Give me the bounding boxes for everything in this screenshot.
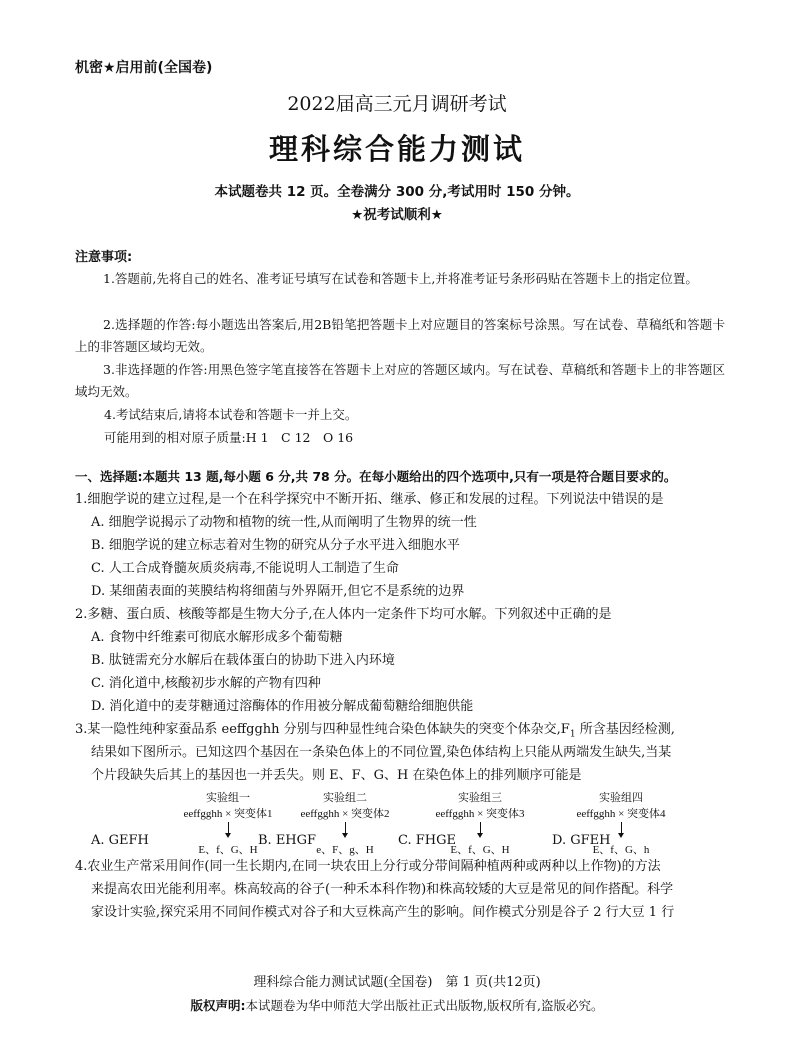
group-name: 实验组四	[599, 792, 643, 804]
q2-option-c: C. 消化道中,核酸初步水解的产物有四种	[91, 676, 321, 691]
page-footer: 理科综合能力测试试题(全国卷) 第 1 页(共12页)	[253, 975, 541, 990]
q2-option-d: D. 消化道中的麦芽糖通过溶酶体的作用被分解成葡萄糖给细胞供能	[91, 699, 474, 714]
q1-option-d: D. 某细菌表面的荚膜结构将细菌与外界隔开,但它不是系统的边界	[91, 584, 465, 599]
group-cross: eeffgghh × 突变体4	[576, 808, 666, 820]
q4-line-1: 4.农业生产常采用间作(同一生长期内,在同一块农田上分行或分带间隔种植两种或两种以上作物)的方法	[75, 859, 661, 874]
q1-option-b: B. 细胞学说的建立标志着对生物的研究从分子水平进入细胞水平	[91, 538, 460, 553]
notice-item-1: 1.答题前,先将自己的姓名、准考证号填写在试卷和答题卡上,并将准考证号条形码贴在答题卡上的指定位置。	[103, 271, 698, 286]
good-luck-line: ★祝考试顺利★	[351, 207, 443, 223]
notice-heading: 注意事项:	[75, 250, 133, 265]
section-heading: 一、选择题:本题共 13 题,每小题 6 分,共 78 分。在每小题给出的四个选项中,只有一项是符合题目要求的。	[75, 469, 677, 484]
q3-option-a: A. GEFH	[91, 833, 149, 848]
q3-option-b: B. EHGF	[258, 833, 317, 848]
page-title: 理科综合能力测试	[268, 132, 525, 166]
group-name: 实验组三	[458, 792, 502, 804]
q3-stem-line-3: 个片段缺失后其上的基因也一并丢失。则 E、F、G、H 在染色体上的排列顺序可能是	[91, 768, 582, 783]
notice-item-3: 3.非选择题的作答:用黑色签字笔直接答在答题卡上对应的答题区域内。写在试卷、草稿纸和答题卡上的非答题区域均无效。	[75, 362, 725, 399]
down-arrow-icon	[228, 822, 229, 836]
group-cross: eeffgghh × 突变体3	[435, 808, 525, 820]
exam-subtitle: 2022届高三元月调研考试	[287, 93, 507, 115]
notice-item-4: 4.考试结束后,请将本试卷和答题卡一并上交。	[104, 407, 358, 422]
group-name: 实验组二	[323, 792, 367, 804]
group-cross: eeffgghh × 突变体1	[183, 808, 273, 820]
group-result: E、f、G、h	[592, 844, 650, 856]
group-name: 实验组一	[206, 792, 250, 804]
q1-option-a: A. 细胞学说揭示了动物和植物的统一性,从而阐明了生物界的统一性	[91, 515, 477, 530]
group-result: E、f、G、H	[198, 844, 258, 856]
q2-option-b: B. 肽链需充分水解后在载体蛋白的协助下进入内环境	[91, 653, 395, 668]
atomic-mass-line: 可能用到的相对原子质量:H 1 C 12 O 16	[104, 430, 354, 445]
q3-stem-line-2: 结果如下图所示。已知这四个基因在一条染色体上的不同位置,染色体结构上只能从两端发生缺失,当某	[91, 745, 672, 760]
copyright-notice	[0, 996, 794, 1014]
group-result: E、f、G、H	[450, 844, 510, 856]
down-arrow-icon	[621, 822, 622, 836]
copyright-text: 本试题卷为华中师范大学出版社正式出版物,版权所有,盗版必究。	[245, 998, 604, 1013]
group-cross: eeffgghh × 突变体2	[300, 808, 390, 820]
group-result: e、F、g、H	[316, 844, 374, 856]
down-arrow-icon	[345, 822, 346, 836]
q3-option-d: D. GFEH	[552, 833, 611, 848]
exam-info: 本试题卷共 12 页。全卷满分 300 分,考试用时 150 分钟。	[214, 184, 580, 200]
q1-stem: 1.细胞学说的建立过程,是一个在科学探究中不断开拓、继承、修正和发展的过程。下列说法中错误的是	[75, 492, 664, 507]
q4-line-3: 家设计实验,探究采用不同间作模式对谷子和大豆株高产生的影响。间作模式分别是谷子 2 行大豆 1 行	[91, 905, 675, 920]
down-arrow-icon	[480, 822, 481, 836]
confidential-label: 机密★启用前(全国卷)	[75, 60, 213, 76]
copyright-label: 版权声明:	[190, 998, 246, 1013]
notice-item-2: 2.选择题的作答:每小题选出答案后,用2B铅笔把答题卡上对应题目的答案标号涂黑。写在试卷、草稿纸和答题卡上的非答题区域均无效。	[75, 317, 725, 354]
q1-option-c: C. 人工合成脊髓灰质炎病毒,不能说明人工制造了生命	[91, 561, 399, 576]
q3-stem-line-1: 3.某一隐性纯种家蚕品系 eeffgghh 分别与四种显性纯合染色体缺失的突变个体杂交$,F_1$ 所含基因经检测,	[75, 722, 675, 740]
q2-option-a: A. 食物中纤维素可彻底水解形成多个葡萄糖	[91, 630, 343, 645]
q4-line-2: 来提高农田光能利用率。株高较高的谷子(一种禾本科作物)和株高较矮的大豆是常见的间作搭配。科学	[91, 882, 674, 897]
q3-option-c: C. FHGE	[398, 833, 456, 848]
q2-stem: 2.多糖、蛋白质、核酸等都是生物大分子,在人体内一定条件下均可水解。下列叙述中正确的是	[75, 607, 612, 622]
